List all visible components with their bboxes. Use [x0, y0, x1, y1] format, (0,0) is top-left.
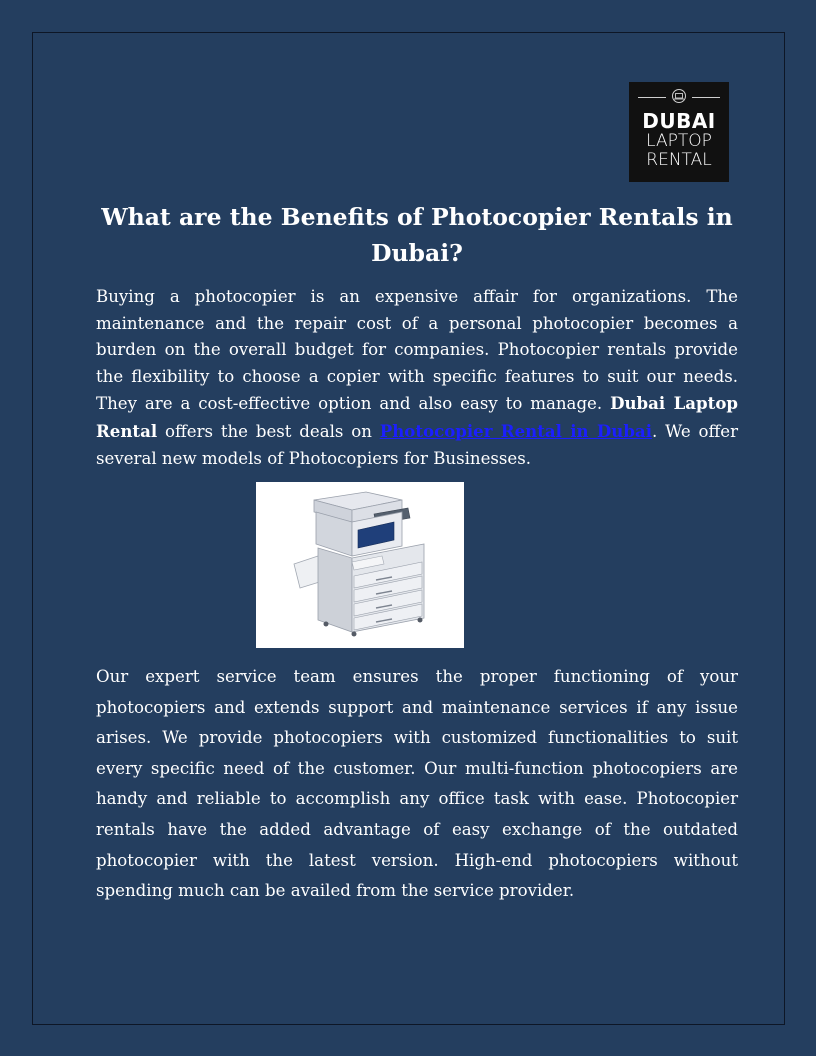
intro-text-end: . We offer several new models of Photocopiers for Businesses. [96, 421, 739, 468]
company-logo [629, 82, 729, 182]
intro-paragraph [96, 284, 738, 472]
logo-text-rental: RENTAL [646, 150, 712, 170]
photocopier-illustration [256, 482, 464, 648]
photocopier-rental-link[interactable]: Photocopier Rental in Dubai [379, 420, 653, 441]
intro-text: Buying a photocopier is an expensive affair for organizations. The maintenance and the repair cost of a personal photocopier becomes a burden on the overall budget for companies. Photocopier rentals provide the flexibility to choose a copier with specific features to suit our needs. They are a cost-effective option and also easy to manage. [96, 287, 738, 414]
logo-text-dubai: DUBAI [642, 109, 716, 133]
page-title: What are the Benefits of Photocopier Rentals in Dubai? [101, 203, 733, 267]
intro-text-mid: offers the best deals on [164, 421, 372, 441]
logo-rule-right [692, 97, 720, 98]
photocopier-image [256, 482, 464, 648]
laptop-icon [670, 89, 688, 103]
logo-rule-left [638, 97, 666, 98]
service-paragraph: Our expert service team ensures the proper functioning of your photocopiers and extends support and maintenance services if any issue arises. We provide photocopiers with customized functionalities to suit every specific need of the customer. Our multi-function photocopiers are handy and reliable to accomplish any office task with ease. Photocopier rentals have the added advantage of easy exchange of the outdated photocopier with the latest version. High-end photocopiers without spending much can be availed from the service provider. [96, 667, 738, 901]
logo-text-laptop: LAPTOP [646, 131, 712, 151]
company-name: Dubai Laptop Rental [96, 393, 738, 441]
